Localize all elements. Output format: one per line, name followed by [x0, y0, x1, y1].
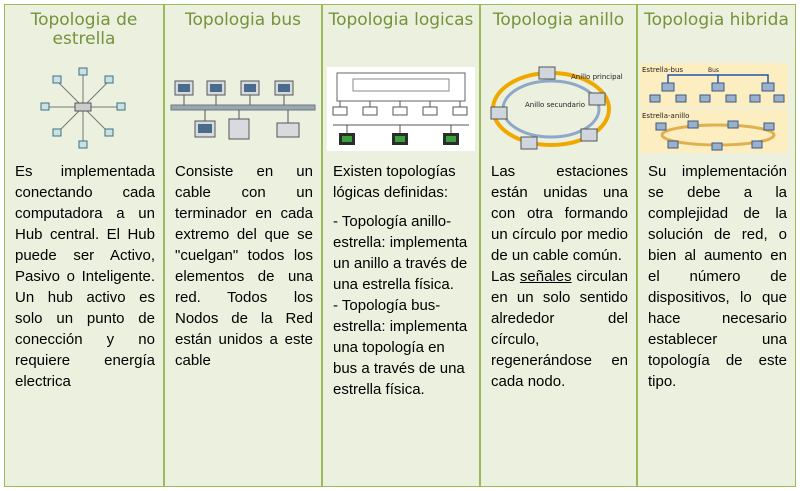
hybrid-label-bottom: Estrella-anillo: [642, 112, 690, 120]
paragraph: Su implementación se debe a la complejidad de la solución de red, o bien al aumento en el número de dispositivos, lo que hace necesario establecer una topología de este tipo.: [648, 163, 787, 390]
paragraph: Existen topologías lógicas definidas:: [333, 163, 456, 201]
hybrid-label-top: Estrella-bus: [642, 66, 684, 74]
column-logical: [321, 5, 479, 486]
bus-topology-diagram: [165, 63, 321, 155]
topology-table: [4, 4, 796, 487]
paragraph: Consiste en un cable con un terminador en cada extremo del que se "cuelgan" todos los elementos de una red. Todos los Nodos de la Red están unidos a este cable: [175, 163, 313, 369]
hybrid-label-bus: Bus: [708, 67, 720, 74]
paragraph: Las señales circulan en un solo sentido alrededor del círculo, regenerándose en cada nodo.: [491, 268, 629, 390]
column-text: [5, 155, 163, 486]
underlined-word: señales: [519, 268, 572, 285]
star-topology-diagram: [5, 63, 163, 155]
column-title: Topologia anillo: [481, 5, 636, 63]
column-title: Topologia hibrida: [638, 5, 795, 63]
column-text: [638, 155, 795, 486]
column-ring: [479, 5, 636, 486]
column-bus: [163, 5, 321, 486]
ring-topology-diagram: [481, 63, 636, 155]
hybrid-topology-diagram: [638, 63, 795, 155]
logical-topology-diagram: [323, 63, 479, 155]
ring-label-secondary: Anillo secundario: [525, 101, 586, 109]
column-text: [165, 155, 321, 486]
column-text: [481, 155, 636, 486]
column-title: Topologia logicas: [323, 5, 479, 63]
paragraph: - Topología anillo-estrella: implementa un anillo a través de una estrella física.: [333, 213, 468, 293]
column-star: [4, 5, 163, 486]
column-hybrid: [636, 5, 796, 486]
paragraph: Es implementada conectando cada computadora a un Hub central. El Hub puede ser Activo, Pasivo o Inteligente. Un hub activo es solo un punto de conección y no requiere energía electrica: [15, 163, 155, 390]
column-text: [323, 155, 479, 486]
column-title: Topologia bus: [165, 5, 321, 63]
paragraph: - Topología bus-estrella: implementa una topología en bus a través de una estrella física.: [333, 297, 468, 398]
ring-label-primary: Anillo principal: [571, 73, 623, 81]
paragraph: Las estaciones están unidas una con otra formando un círculo por medio de un cable común.: [491, 163, 628, 264]
column-title: Topologia de estrella: [5, 5, 163, 63]
